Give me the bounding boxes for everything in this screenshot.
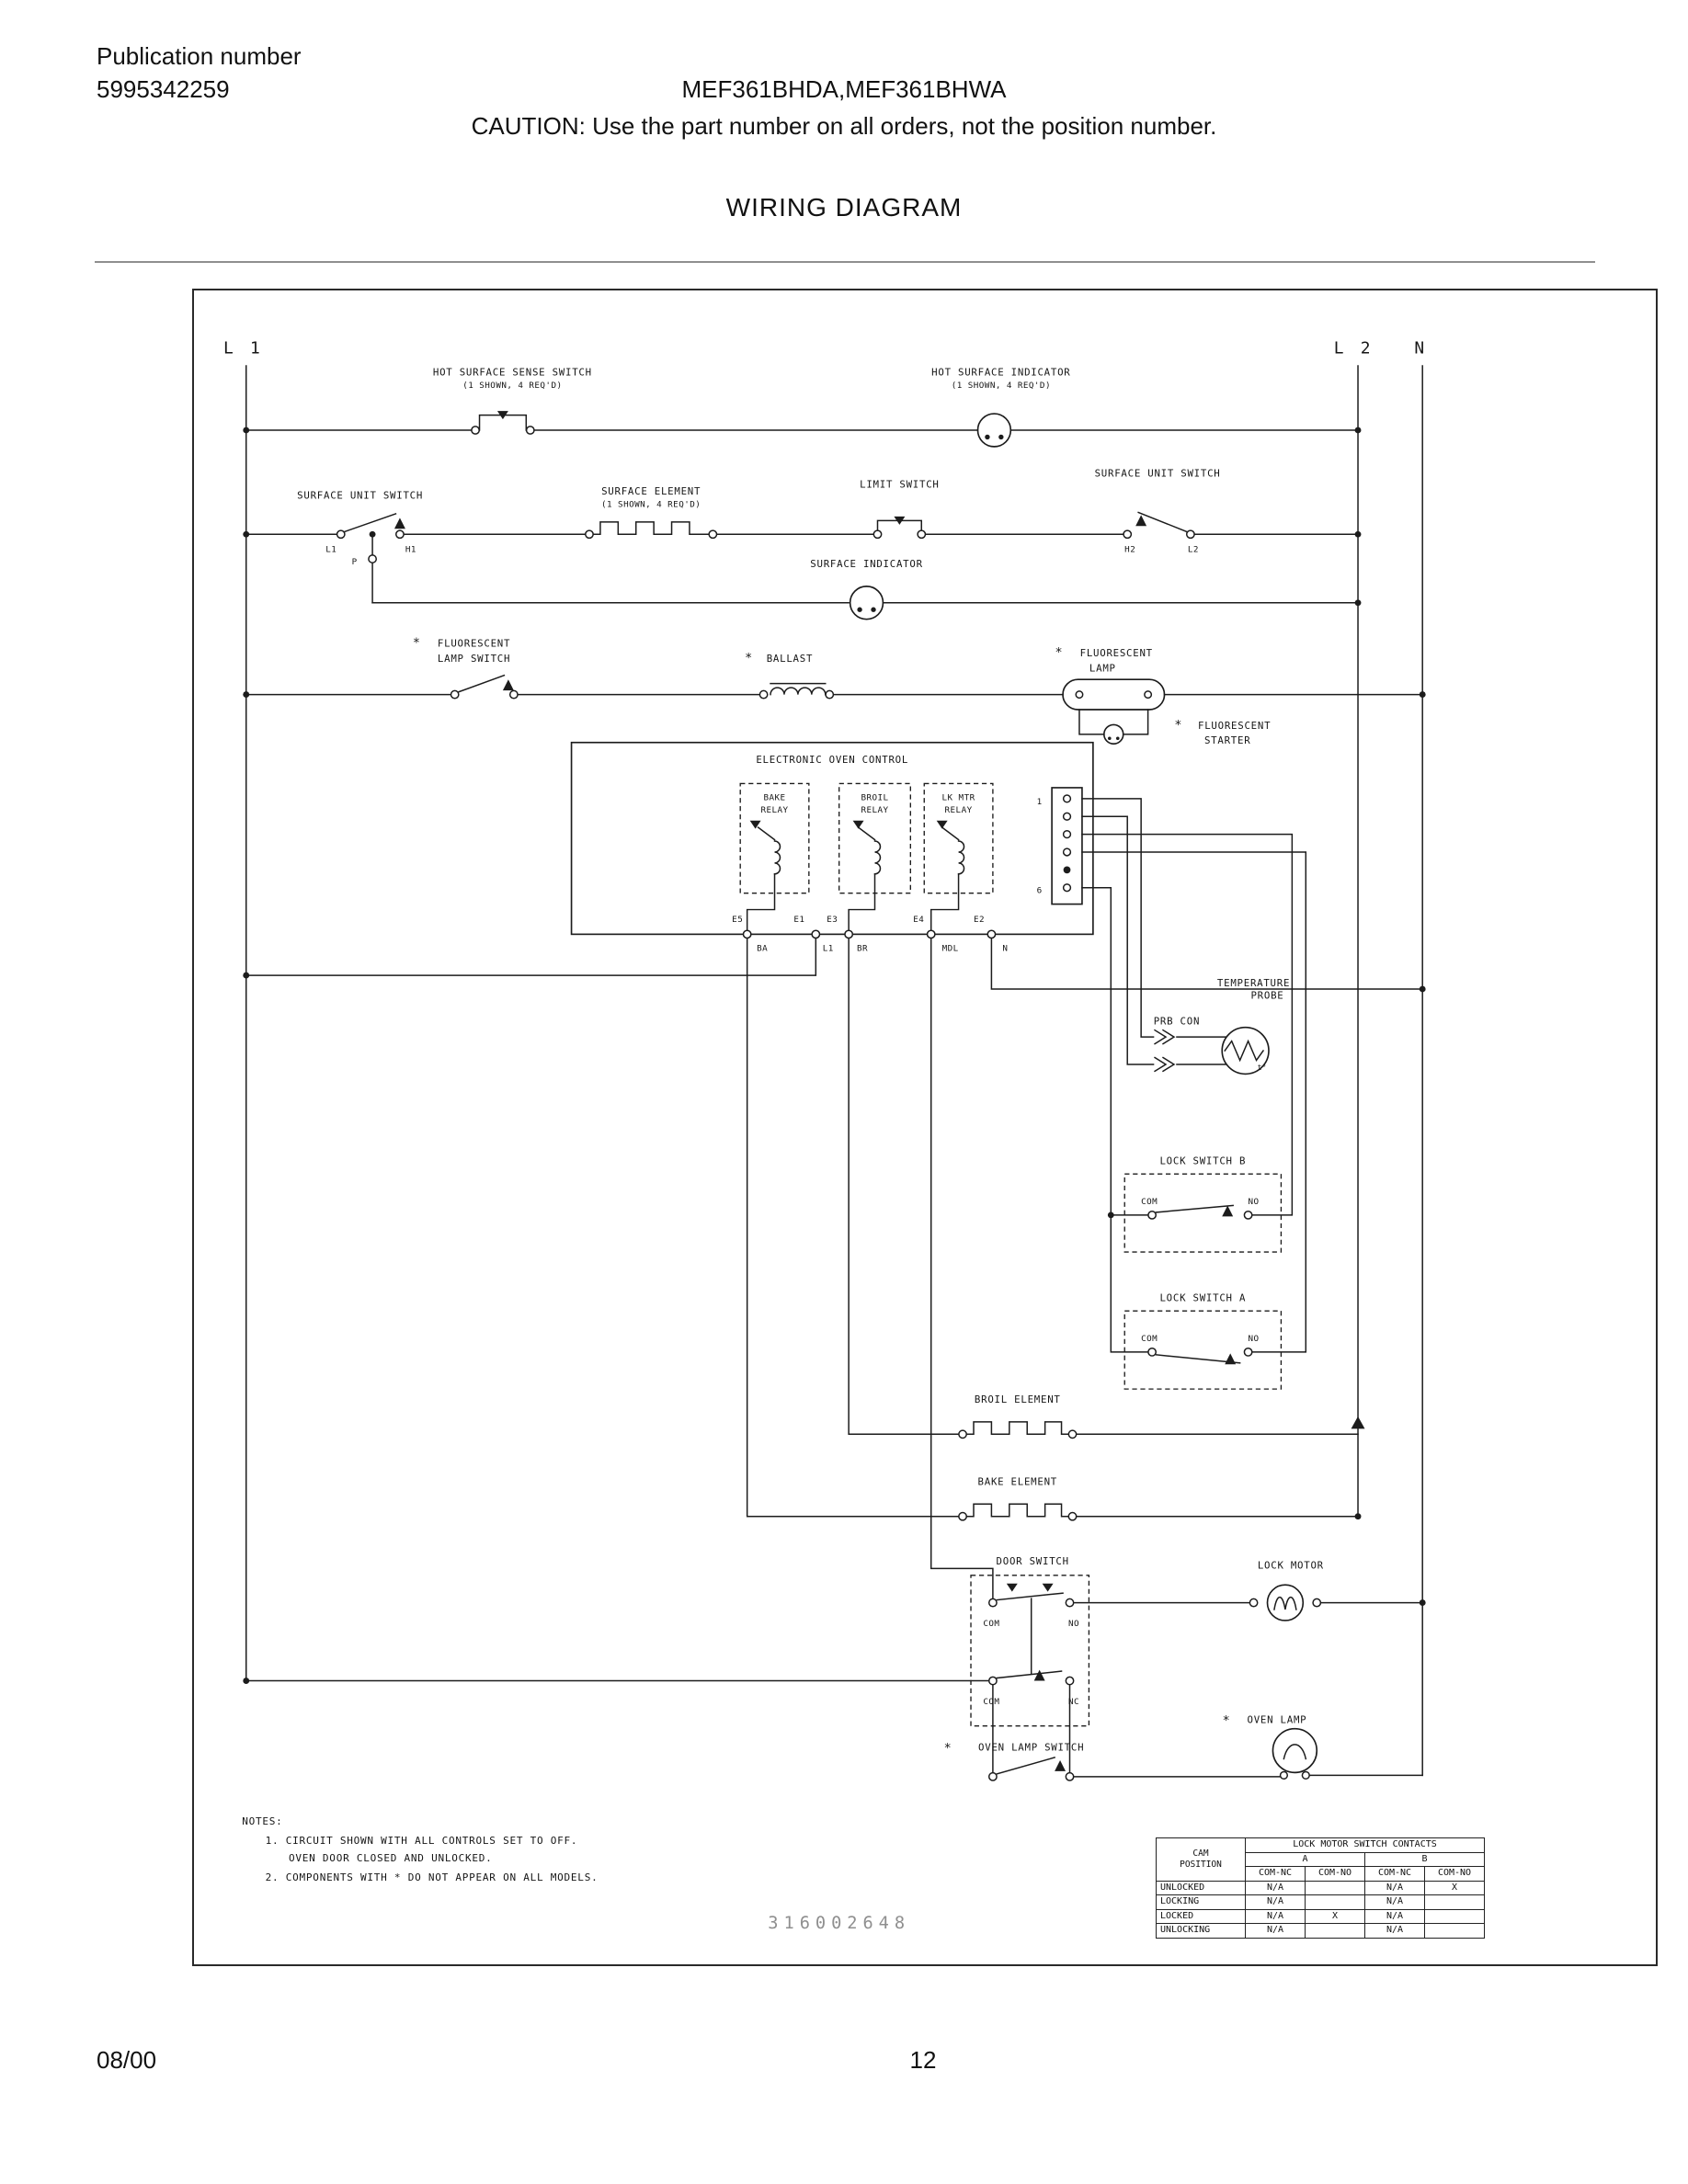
label-e5: E5 (732, 914, 744, 925)
label-lk-mtr-relay: RELAY (944, 804, 973, 815)
label-oven-lamp: OVEN LAMP (1247, 1713, 1307, 1726)
row-label-locking: LOCKING (1157, 1895, 1246, 1910)
label-surface-indicator: SURFACE INDICATOR (810, 558, 923, 571)
rail-label-l2: L 2 (1333, 338, 1374, 358)
cell: N/A (1365, 1909, 1425, 1924)
label-surface-unit-switch-left: SURFACE UNIT SWITCH (297, 489, 424, 502)
label-term-h2: H2 (1124, 544, 1136, 555)
cell: N/A (1365, 1924, 1425, 1939)
label-com-b: COM (1141, 1196, 1158, 1207)
group-b-header: B (1365, 1852, 1485, 1867)
footer-page-number: 12 (909, 2046, 937, 2074)
label-bake-element: BAKE ELEMENT (977, 1475, 1058, 1488)
cell: N/A (1246, 1895, 1306, 1910)
label-broil: BROIL (861, 792, 889, 803)
label-starter: STARTER (1203, 734, 1251, 747)
group-a-header: A (1246, 1852, 1365, 1867)
cell: X (1306, 1909, 1365, 1924)
label-limit-switch: LIMIT SWITCH (860, 478, 940, 491)
label-com-a: COM (1141, 1333, 1158, 1344)
subheader-a-com-no: COM-NO (1306, 1867, 1365, 1882)
cell: N/A (1246, 1924, 1306, 1939)
label-ballast: BALLAST (766, 652, 814, 665)
row-label-locked: LOCKED (1157, 1909, 1246, 1924)
lock-switch-a-box (1124, 1311, 1281, 1389)
label-surface-unit-switch-right: SURFACE UNIT SWITCH (1094, 467, 1221, 480)
label-hot-surface-indicator: HOT SURFACE INDICATOR (931, 366, 1071, 379)
label-n-eoc: N (1002, 943, 1009, 954)
notes-title: NOTES: (242, 1815, 283, 1827)
label-fluorescent-1: FLUORESCENT (437, 637, 511, 650)
lock-motor-symbol (1249, 1585, 1320, 1621)
label-lock-switch-b: LOCK SWITCH B (1159, 1155, 1247, 1167)
label-l1-eoc: L1 (822, 943, 834, 954)
contact-arrows (394, 411, 1365, 1771)
label-e1: E1 (793, 914, 805, 925)
wiring-diagram-box (192, 289, 1658, 1966)
publication-label: Publication number (97, 42, 302, 70)
cell (1425, 1924, 1485, 1939)
hot-surface-indicator-symbol (977, 414, 1010, 447)
label-electronic-oven-control: ELECTRONIC OVEN CONTROL (756, 754, 909, 767)
fluorescent-starter-symbol (1104, 724, 1123, 744)
label-door-com-top: COM (983, 1618, 1000, 1629)
cell: N/A (1246, 1881, 1306, 1895)
label-bake-relay: RELAY (760, 804, 789, 815)
diagram-part-number: 316002648 (768, 1914, 911, 1934)
table-row (1157, 1924, 1485, 1939)
label-mdl: MDL (941, 943, 959, 954)
label-term-p: P (351, 557, 358, 568)
note-1-line-1: 1. CIRCUIT SHOWN WITH ALL CONTROLS SET TO OFF. (265, 1834, 578, 1847)
label-lk-mtr: LK MTR (941, 792, 975, 803)
cam-position-header (1157, 1838, 1246, 1882)
label-hot-surface-sense-switch: HOT SURFACE SENSE SWITCH (432, 366, 592, 379)
asterisk-fluorescent-switch: * (412, 636, 420, 651)
label-bake: BAKE (763, 792, 786, 803)
label-temperature: TEMPERATURE (1216, 977, 1291, 990)
label-no-a: NO (1248, 1333, 1260, 1344)
label-qty-note-2: (1 SHOWN, 4 REQ'D) (951, 380, 1051, 391)
cell: N/A (1246, 1909, 1306, 1924)
rail-label-l1: L 1 (222, 338, 264, 358)
label-prb-con: PRB CON (1153, 1015, 1201, 1028)
cell (1425, 1895, 1485, 1910)
page-title: WIRING DIAGRAM (725, 193, 963, 222)
surface-indicator-symbol (850, 586, 884, 620)
lock-motor-contacts-table (1156, 1837, 1485, 1939)
label-e2: E2 (973, 914, 985, 925)
label-t-symbol: t° (1257, 1062, 1267, 1072)
label-door-nc: NC (1067, 1696, 1079, 1707)
cam-header-line2: POSITION (1180, 1859, 1222, 1870)
label-ba: BA (757, 943, 769, 954)
label-e3: E3 (827, 914, 838, 925)
cell (1425, 1909, 1485, 1924)
subheader-b-com-no: COM-NO (1425, 1867, 1485, 1882)
lock-switch-b-box (1124, 1174, 1281, 1252)
model-numbers: MEF361BHDA,MEF361BHWA (681, 75, 1007, 103)
label-door-com-bottom: COM (983, 1696, 1000, 1707)
subheader-a-com-nc: COM-NC (1246, 1867, 1306, 1882)
bake-element-symbol (959, 1504, 1077, 1520)
label-probe: PROBE (1250, 989, 1284, 1002)
label-oven-lamp-switch: OVEN LAMP SWITCH (978, 1741, 1085, 1754)
caution-text: CAUTION: Use the part number on all orders, not the position number. (471, 112, 1217, 140)
label-term-l2: L2 (1187, 544, 1199, 555)
publication-number: 5995342259 (97, 75, 230, 103)
cell (1306, 1895, 1365, 1910)
label-broil-relay: RELAY (861, 804, 889, 815)
asterisk-starter: * (1174, 718, 1182, 733)
label-fluorescent-2: FLUORESCENT (1079, 646, 1153, 659)
label-lamp-switch: LAMP SWITCH (437, 652, 511, 665)
row-label-unlocking: UNLOCKING (1157, 1924, 1246, 1939)
footer-date: 08/00 (97, 2046, 157, 2074)
header-divider (95, 261, 1595, 263)
asterisk-fluorescent-lamp: * (1055, 645, 1063, 660)
asterisk-ballast: * (745, 651, 753, 665)
row-terminals (337, 427, 1195, 1780)
label-qty-note-3: (1 SHOWN, 4 REQ'D) (601, 499, 701, 510)
broil-element-symbol (959, 1422, 1077, 1439)
cell: N/A (1365, 1895, 1425, 1910)
cell: N/A (1365, 1881, 1425, 1895)
wires (246, 366, 1422, 1777)
table-title: LOCK MOTOR SWITCH CONTACTS (1246, 1838, 1485, 1853)
asterisk-oven-lamp-switch: * (943, 1742, 952, 1757)
asterisk-oven-lamp: * (1222, 1714, 1230, 1729)
cam-header-line1: CAM (1192, 1848, 1209, 1859)
label-qty-note-1: (1 SHOWN, 4 REQ'D) (462, 380, 563, 391)
junction-dots (243, 427, 1425, 1684)
subheader-b-com-nc: COM-NC (1365, 1867, 1425, 1882)
label-e4: E4 (913, 914, 925, 925)
label-door-switch: DOOR SWITCH (996, 1554, 1069, 1567)
label-term-h1: H1 (405, 544, 416, 555)
electronic-oven-control (572, 743, 1093, 938)
label-pin-1: 1 (1036, 796, 1043, 807)
wiring-diagram-svg (194, 290, 1656, 1964)
label-fluorescent-3: FLUORESCENT (1198, 719, 1272, 732)
label-term-l1: L1 (325, 544, 337, 555)
oven-lamp-symbol (1272, 1729, 1317, 1780)
table-row (1157, 1909, 1485, 1924)
label-pin-6: 6 (1036, 885, 1043, 896)
table-row (1157, 1881, 1485, 1895)
table-row (1157, 1895, 1485, 1910)
rail-label-n: N (1414, 338, 1428, 358)
note-1-line-2: OVEN DOOR CLOSED AND UNLOCKED. (289, 1852, 493, 1865)
cell (1306, 1924, 1365, 1939)
cell: X (1425, 1881, 1485, 1895)
label-br: BR (857, 943, 869, 954)
label-broil-element: BROIL ELEMENT (974, 1393, 1061, 1406)
label-surface-element: SURFACE ELEMENT (601, 485, 701, 498)
row-label-unlocked: UNLOCKED (1157, 1881, 1246, 1895)
label-lock-motor: LOCK MOTOR (1257, 1559, 1324, 1572)
cell (1306, 1881, 1365, 1895)
label-no-b: NO (1248, 1196, 1260, 1207)
label-lamp: LAMP (1089, 662, 1116, 675)
note-2: 2. COMPONENTS WITH * DO NOT APPEAR ON ALL MODELS. (265, 1871, 599, 1884)
fluorescent-lamp-symbol (1063, 679, 1164, 710)
label-lock-switch-a: LOCK SWITCH A (1159, 1291, 1247, 1304)
label-door-no: NO (1067, 1618, 1079, 1629)
